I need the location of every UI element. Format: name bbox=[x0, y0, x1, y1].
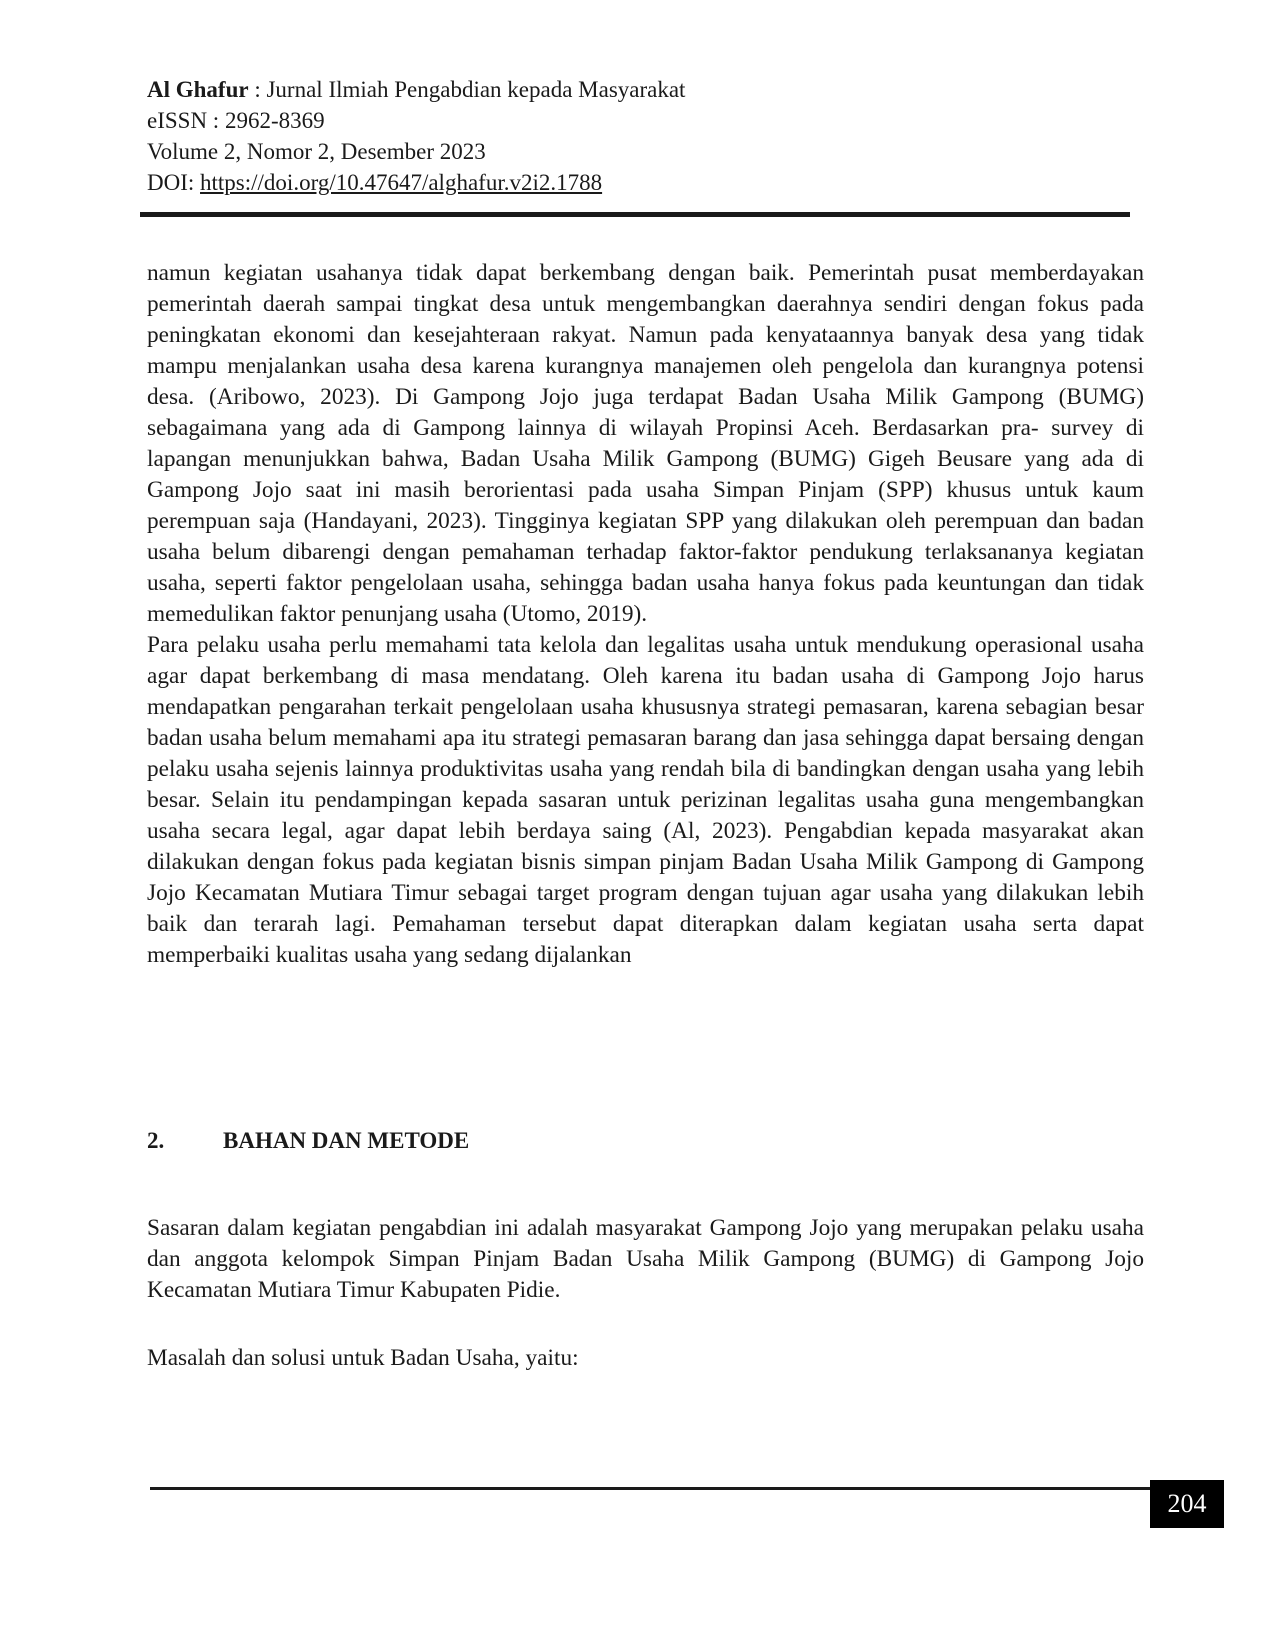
header-divider bbox=[140, 212, 1130, 217]
page-number: 204 bbox=[1150, 1480, 1224, 1528]
journal-name: Al Ghafur bbox=[147, 77, 249, 102]
footer-divider bbox=[150, 1487, 1150, 1490]
introduction-body bbox=[147, 258, 1144, 971]
journal-title-line bbox=[147, 74, 1127, 105]
journal-header bbox=[147, 74, 1127, 198]
methods-body bbox=[147, 1213, 1144, 1306]
journal-volume: Volume 2, Nomor 2, Desember 2023 bbox=[147, 139, 486, 164]
doi-link[interactable]: https://doi.org/10.47647/alghafur.v2i2.1788 bbox=[200, 170, 603, 195]
journal-eissn: eISSN : 2962-8369 bbox=[147, 108, 325, 133]
body-paragraph: Para pelaku usaha perlu memahami tata kelola dan legalitas usaha untuk mendukung operasional usaha agar dapat berkembang di masa mendatang. Oleh karena itu badan usaha di Gampong Jojo harus mendapatkan pengarahan terkait pengelolaan usaha khususnya strategi pemasaran, karena sebagian besar badan usaha belum memahami apa itu strategi pemasaran barang dan jasa sehingga dapat bersaing dengan pelaku usaha sejenis lainnya produktivitas usaha yang rendah bila di bandingkan dengan usaha yang lebih besar. Selain itu pendampingan kepada sasaran untuk perizinan legalitas usaha guna mengembangkan usaha secara legal, agar dapat lebih berdaya saing (Al, 2023). Pengabdian kepada masyarakat akan dilakukan dengan fokus pada kegiatan bisnis simpan pinjam Badan Usaha Milik Gampong di Gampong Jojo Kecamatan Mutiara Timur sebagai target program dengan tujuan agar usaha yang dilakukan lebih baik dan terarah lagi. Pemahaman tersebut dapat diterapkan dalam kegiatan usaha serta dapat memperbaiki kualitas usaha yang sedang dijalankan bbox=[147, 632, 1144, 968]
journal-subtitle: : Jurnal Ilmiah Pengabdian kepada Masyarakat bbox=[248, 77, 686, 102]
section-heading bbox=[147, 1128, 469, 1154]
problems-intro: Masalah dan solusi untuk Badan Usaha, yaitu: bbox=[147, 1345, 579, 1371]
section-title: BAHAN DAN METODE bbox=[223, 1128, 470, 1153]
body-paragraph: namun kegiatan usahanya tidak dapat berkembang dengan baik. Pemerintah pusat memberdayakan pemerintah daerah sampai tingkat desa untuk mengembangkan daerahnya sendiri dengan fokus pada peningkatan ekonomi dan kesejahteraan rakyat. Namun pada kenyataannya banyak desa yang tidak mampu menjalankan usaha desa karena kurangnya manajemen oleh pengelola dan kurangnya potensi desa. (Aribowo, 2023). Di Gampong Jojo juga terdapat Badan Usaha Milik Gampong (BUMG) sebagaimana yang ada di Gampong lainnya di wilayah Propinsi Aceh. Berdasarkan pra- survey di lapangan menunjukkan bahwa, Badan Usaha Milik Gampong (BUMG) Gigeh Beusare yang ada di Gampong Jojo saat ini masih berorientasi pada usaha Simpan Pinjam (SPP) khusus untuk kaum perempuan saja (Handayani, 2023). Tingginya kegiatan SPP yang dilakukan oleh perempuan dan badan usaha belum dibarengi dengan pemahaman terhadap faktor-faktor pendukung terlaksananya kegiatan usaha, seperti faktor pengelolaan usaha, sehingga badan usaha hanya fokus pada keuntungan dan tidak memedulikan faktor penunjang usaha (Utomo, 2019). bbox=[147, 260, 1144, 627]
journal-doi bbox=[147, 167, 1127, 198]
methods-paragraph: Sasaran dalam kegiatan pengabdian ini adalah masyarakat Gampong Jojo yang merupakan pelaku usaha dan anggota kelompok Simpan Pinjam Badan Usaha Milik Gampong (BUMG) di Gampong Jojo Kecamatan Mutiara Timur Kabupaten Pidie. bbox=[147, 1215, 1144, 1303]
doi-label: DOI: bbox=[147, 170, 201, 195]
section-number: 2. bbox=[147, 1128, 165, 1153]
